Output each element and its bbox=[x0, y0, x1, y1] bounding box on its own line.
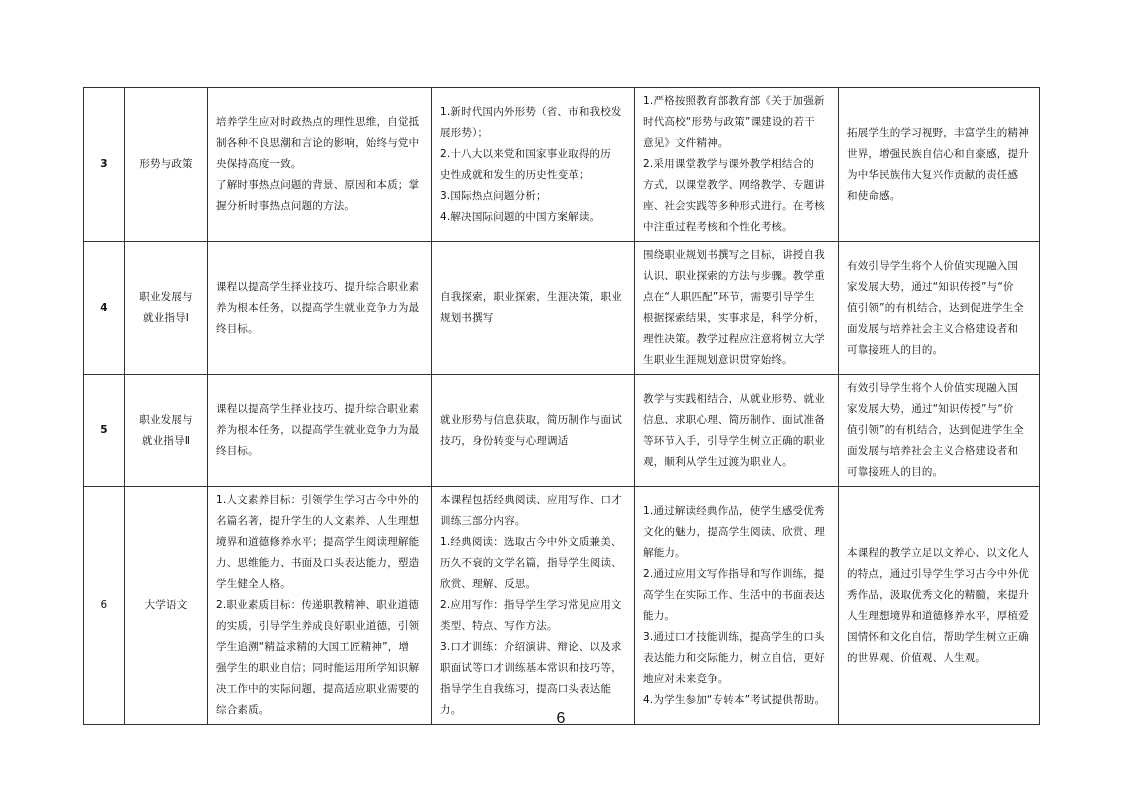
cell-line: 观，顺利从学生过渡为职业人。 bbox=[643, 455, 793, 468]
ideological-goal bbox=[839, 242, 1040, 375]
cell-line: 意见》文件精神。 bbox=[643, 137, 729, 149]
course-name bbox=[125, 487, 208, 725]
cell-line: 大学语文 bbox=[144, 599, 188, 611]
cell-line: 规划书撰写 bbox=[440, 312, 494, 324]
ideological-goal bbox=[839, 375, 1040, 487]
cell-line: 展形势）； bbox=[440, 126, 489, 139]
cell-line: 力。 bbox=[440, 704, 462, 716]
cell-line: 1.严格按照教育部教育部《关于加强新 bbox=[643, 95, 825, 107]
course-number: 6 bbox=[84, 487, 125, 725]
cell-line: 的特点，通过引导学生学习古今中外优 bbox=[847, 567, 1029, 580]
cell-line: 3.口才训练：介绍演讲、辩论、以及求 bbox=[440, 641, 622, 653]
table-row bbox=[84, 375, 1040, 487]
cell-line: 值引领”的有机结合，达到促进学生全 bbox=[847, 424, 1024, 436]
cell-line: 文化的魅力，提高学生阅读、欣赏、理 bbox=[643, 525, 825, 538]
cell-line: 本课程包括经典阅读、应用写作、口才 bbox=[440, 494, 622, 506]
course-objective bbox=[208, 375, 432, 487]
teaching-requirements bbox=[635, 242, 839, 375]
course-content bbox=[432, 487, 635, 725]
page-number: 6 bbox=[556, 710, 566, 727]
cell-line: 信息、求职心理、简历制作、面试准备 bbox=[643, 413, 825, 426]
course-content bbox=[432, 88, 635, 242]
cell-line: 本课程的教学立足以文养心、以文化人 bbox=[847, 546, 1029, 559]
cell-line: 2.应用写作：指导学生学习常见应用文 bbox=[440, 599, 622, 611]
cell-line: 了解时事热点问题的背景、原因和本质；掌 bbox=[216, 179, 420, 191]
course-content bbox=[432, 375, 635, 487]
cell-line: 境界和道德修养水平；提高学生阅读理解能 bbox=[216, 536, 420, 548]
cell-line: 3.国际热点问题分析； bbox=[440, 189, 547, 202]
cell-line: 地应对未来竞争。 bbox=[643, 672, 729, 685]
course-objective bbox=[208, 88, 432, 242]
cell-line: 1.新时代国内外形势（省、市和我校发 bbox=[440, 105, 622, 118]
cell-line: 教学与实践相结合，从就业形势、就业 bbox=[643, 392, 825, 405]
cell-line: 就业形势与信息获取，简历制作与面试 bbox=[440, 413, 622, 426]
cell-line: 就业指导Ⅰ bbox=[142, 312, 190, 324]
cell-line: 面发展与培养社会主义合格建设者和 bbox=[847, 445, 1019, 457]
cell-line: 训练三部分内容。 bbox=[440, 515, 526, 527]
cell-line: 的实质，引导学生养成良好职业道德，引领 bbox=[216, 620, 420, 632]
course-number: 5 bbox=[84, 375, 125, 487]
cell-line: 理性决策。教学过程应注意将树立大学 bbox=[643, 333, 825, 345]
cell-line: 2.十八大以来党和国家事业取得的历 bbox=[440, 147, 611, 160]
course-name bbox=[125, 375, 208, 487]
cell-line: 职业发展与 bbox=[139, 291, 193, 303]
course-number: 3 bbox=[84, 88, 125, 242]
course-content bbox=[432, 242, 635, 375]
course-name bbox=[125, 242, 208, 375]
cell-line: 拓展学生的学习视野，丰富学生的精神 bbox=[847, 126, 1029, 139]
cell-line: 自我探索，职业探索，生涯决策，职业 bbox=[440, 291, 622, 303]
cell-line: 决工作中的实际问题，提高适应职业需要的 bbox=[216, 683, 420, 695]
cell-line: 1.人文素养目标：引领学生学习古今中外的 bbox=[216, 494, 420, 506]
course-objective bbox=[208, 242, 432, 375]
cell-line: 历久不衰的文学名篇，指导学生阅读、 bbox=[440, 557, 622, 569]
cell-line: 家发展大势，通过“知识传授”与“价 bbox=[847, 280, 1014, 293]
cell-line: 面发展与培养社会主义合格建设者和 bbox=[847, 322, 1019, 335]
ideological-goal bbox=[839, 487, 1040, 725]
table-row bbox=[84, 487, 1040, 725]
cell-line: 终目标。 bbox=[216, 445, 259, 457]
cell-line: 史性成就和发生的历史性变革； bbox=[440, 168, 590, 181]
teaching-requirements bbox=[635, 375, 839, 487]
cell-line: 时代高校“形势与政策”课建设的若干 bbox=[643, 116, 815, 128]
cell-line: 认识、职业探索的方法与步骤。教学重 bbox=[643, 270, 825, 282]
cell-line: 课程以提高学生择业技巧、提升综合职业素 bbox=[216, 280, 420, 293]
cell-line: 形势与政策 bbox=[139, 158, 193, 170]
cell-line: 名篇名著，提升学生的人文素养、人生理想 bbox=[216, 515, 420, 527]
course-name bbox=[125, 88, 208, 242]
cell-line: 方式，以课堂教学、网络教学、专题讲 bbox=[643, 179, 825, 191]
cell-line: 2.通过应用文写作指导和写作训练，提 bbox=[643, 567, 825, 580]
table-row bbox=[84, 88, 1040, 242]
cell-line: 可靠接班人的目的。 bbox=[847, 343, 944, 356]
cell-line: 4.为学生参加“专转本”考试提供帮助。 bbox=[643, 693, 826, 706]
cell-line: 能力。 bbox=[643, 609, 676, 622]
cell-line: 指导学生自我练习，提高口头表达能 bbox=[440, 683, 612, 695]
cell-line: 表达能力和交际能力，树立自信，更好 bbox=[643, 651, 825, 664]
cell-line: 可靠接班人的目的。 bbox=[847, 466, 944, 478]
cell-line: 座、社会实践等多种形式进行。在考核 bbox=[643, 200, 825, 212]
cell-line: 学生健全人格。 bbox=[216, 578, 291, 590]
cell-line: 世界，增强民族自信心和自豪感，提升 bbox=[847, 147, 1029, 160]
cell-line: 有效引导学生将个人价值实现融入国 bbox=[847, 382, 1019, 394]
cell-line: 课程以提高学生择业技巧、提升综合职业素 bbox=[216, 403, 420, 415]
cell-line: 养为根本任务，以提高学生就业竞争力为最 bbox=[216, 424, 420, 436]
cell-line: 解能力。 bbox=[643, 546, 686, 559]
cell-line: 中注重过程考核和个性化考核。 bbox=[643, 221, 793, 233]
cell-line: 类型、特点、写作方法。 bbox=[440, 620, 558, 632]
cell-line: 欣赏、理解、反思。 bbox=[440, 578, 537, 590]
cell-line: 终目标。 bbox=[216, 322, 259, 335]
cell-line: 围绕职业规划书撰写之目标，讲授自我 bbox=[643, 249, 825, 261]
cell-line: 1.经典阅读：选取古今中外文质兼美、 bbox=[440, 536, 622, 548]
cell-line: 高学生在实际工作、生活中的书面表达 bbox=[643, 588, 825, 601]
cell-line: 养为根本任务，以提高学生就业竞争力为最 bbox=[216, 301, 420, 314]
cell-line: 根据探索结果，实事求是，科学分析， bbox=[643, 312, 825, 324]
cell-line: 生职业生涯规划意识贯穿始终。 bbox=[643, 354, 793, 366]
cell-line: 点在“人职匹配”环节，需要引导学生 bbox=[643, 291, 815, 303]
cell-line: 力、思维能力、书面及口头表达能力，塑造 bbox=[216, 557, 420, 569]
cell-line: 的世界观、价值观、人生观。 bbox=[847, 651, 987, 664]
cell-line: 国情怀和文化自信，帮助学生树立正确 bbox=[847, 630, 1029, 643]
cell-line: 和使命感。 bbox=[847, 189, 901, 202]
cell-line: 有效引导学生将个人价值实现融入国 bbox=[847, 259, 1019, 272]
cell-line: 综合素质。 bbox=[216, 704, 270, 716]
table-row bbox=[84, 242, 1040, 375]
cell-line: 1.通过解读经典作品，使学生感受优秀 bbox=[643, 504, 825, 517]
cell-line: 央保持高度一致。 bbox=[216, 158, 302, 170]
cell-line: 制各种不良思潮和言论的影响，始终与党中 bbox=[216, 137, 420, 149]
cell-line: 值引领”的有机结合，达到促进学生全 bbox=[847, 301, 1024, 314]
curriculum-table bbox=[83, 87, 1040, 725]
cell-line: 人生理想境界和道德修养水平，厚植爱 bbox=[847, 609, 1029, 622]
cell-line: 握分析时事热点问题的方法。 bbox=[216, 200, 356, 212]
cell-line: 2.职业素质目标：传递职教精神、职业道德 bbox=[216, 599, 420, 611]
ideological-goal bbox=[839, 88, 1040, 242]
cell-line: 3.通过口才技能训练，提高学生的口头 bbox=[643, 630, 825, 643]
cell-line: 家发展大势，通过“知识传授”与“价 bbox=[847, 403, 1014, 415]
teaching-requirements bbox=[635, 487, 839, 725]
table-body bbox=[84, 88, 1040, 725]
cell-line: 等环节入手，引导学生树立正确的职业 bbox=[643, 434, 825, 447]
cell-line: 职面试等口才训练基本常识和技巧等， bbox=[440, 662, 622, 674]
cell-line: 2.采用课堂教学与课外教学相结合的 bbox=[643, 158, 814, 170]
cell-line: 就业指导Ⅱ bbox=[141, 434, 191, 447]
cell-line: 强学生的职业自信；同时能运用所学知识解 bbox=[216, 662, 420, 674]
cell-line: 秀作品，汲取优秀文化的精髓，来提升 bbox=[847, 588, 1029, 601]
cell-line: 学生追溯“精益求精的大国工匠精神”，增 bbox=[216, 641, 410, 653]
cell-line: 技巧，身份转变与心理调适 bbox=[440, 434, 569, 447]
course-number: 4 bbox=[84, 242, 125, 375]
cell-line: 职业发展与 bbox=[139, 413, 193, 426]
cell-line: 4.解决国际问题的中国方案解读。 bbox=[440, 210, 601, 223]
cell-line: 培养学生应对时政热点的理性思维，自觉抵 bbox=[216, 116, 420, 128]
teaching-requirements bbox=[635, 88, 839, 242]
course-objective bbox=[208, 487, 432, 725]
cell-line: 为中华民族伟大复兴作贡献的责任感 bbox=[847, 168, 1019, 181]
